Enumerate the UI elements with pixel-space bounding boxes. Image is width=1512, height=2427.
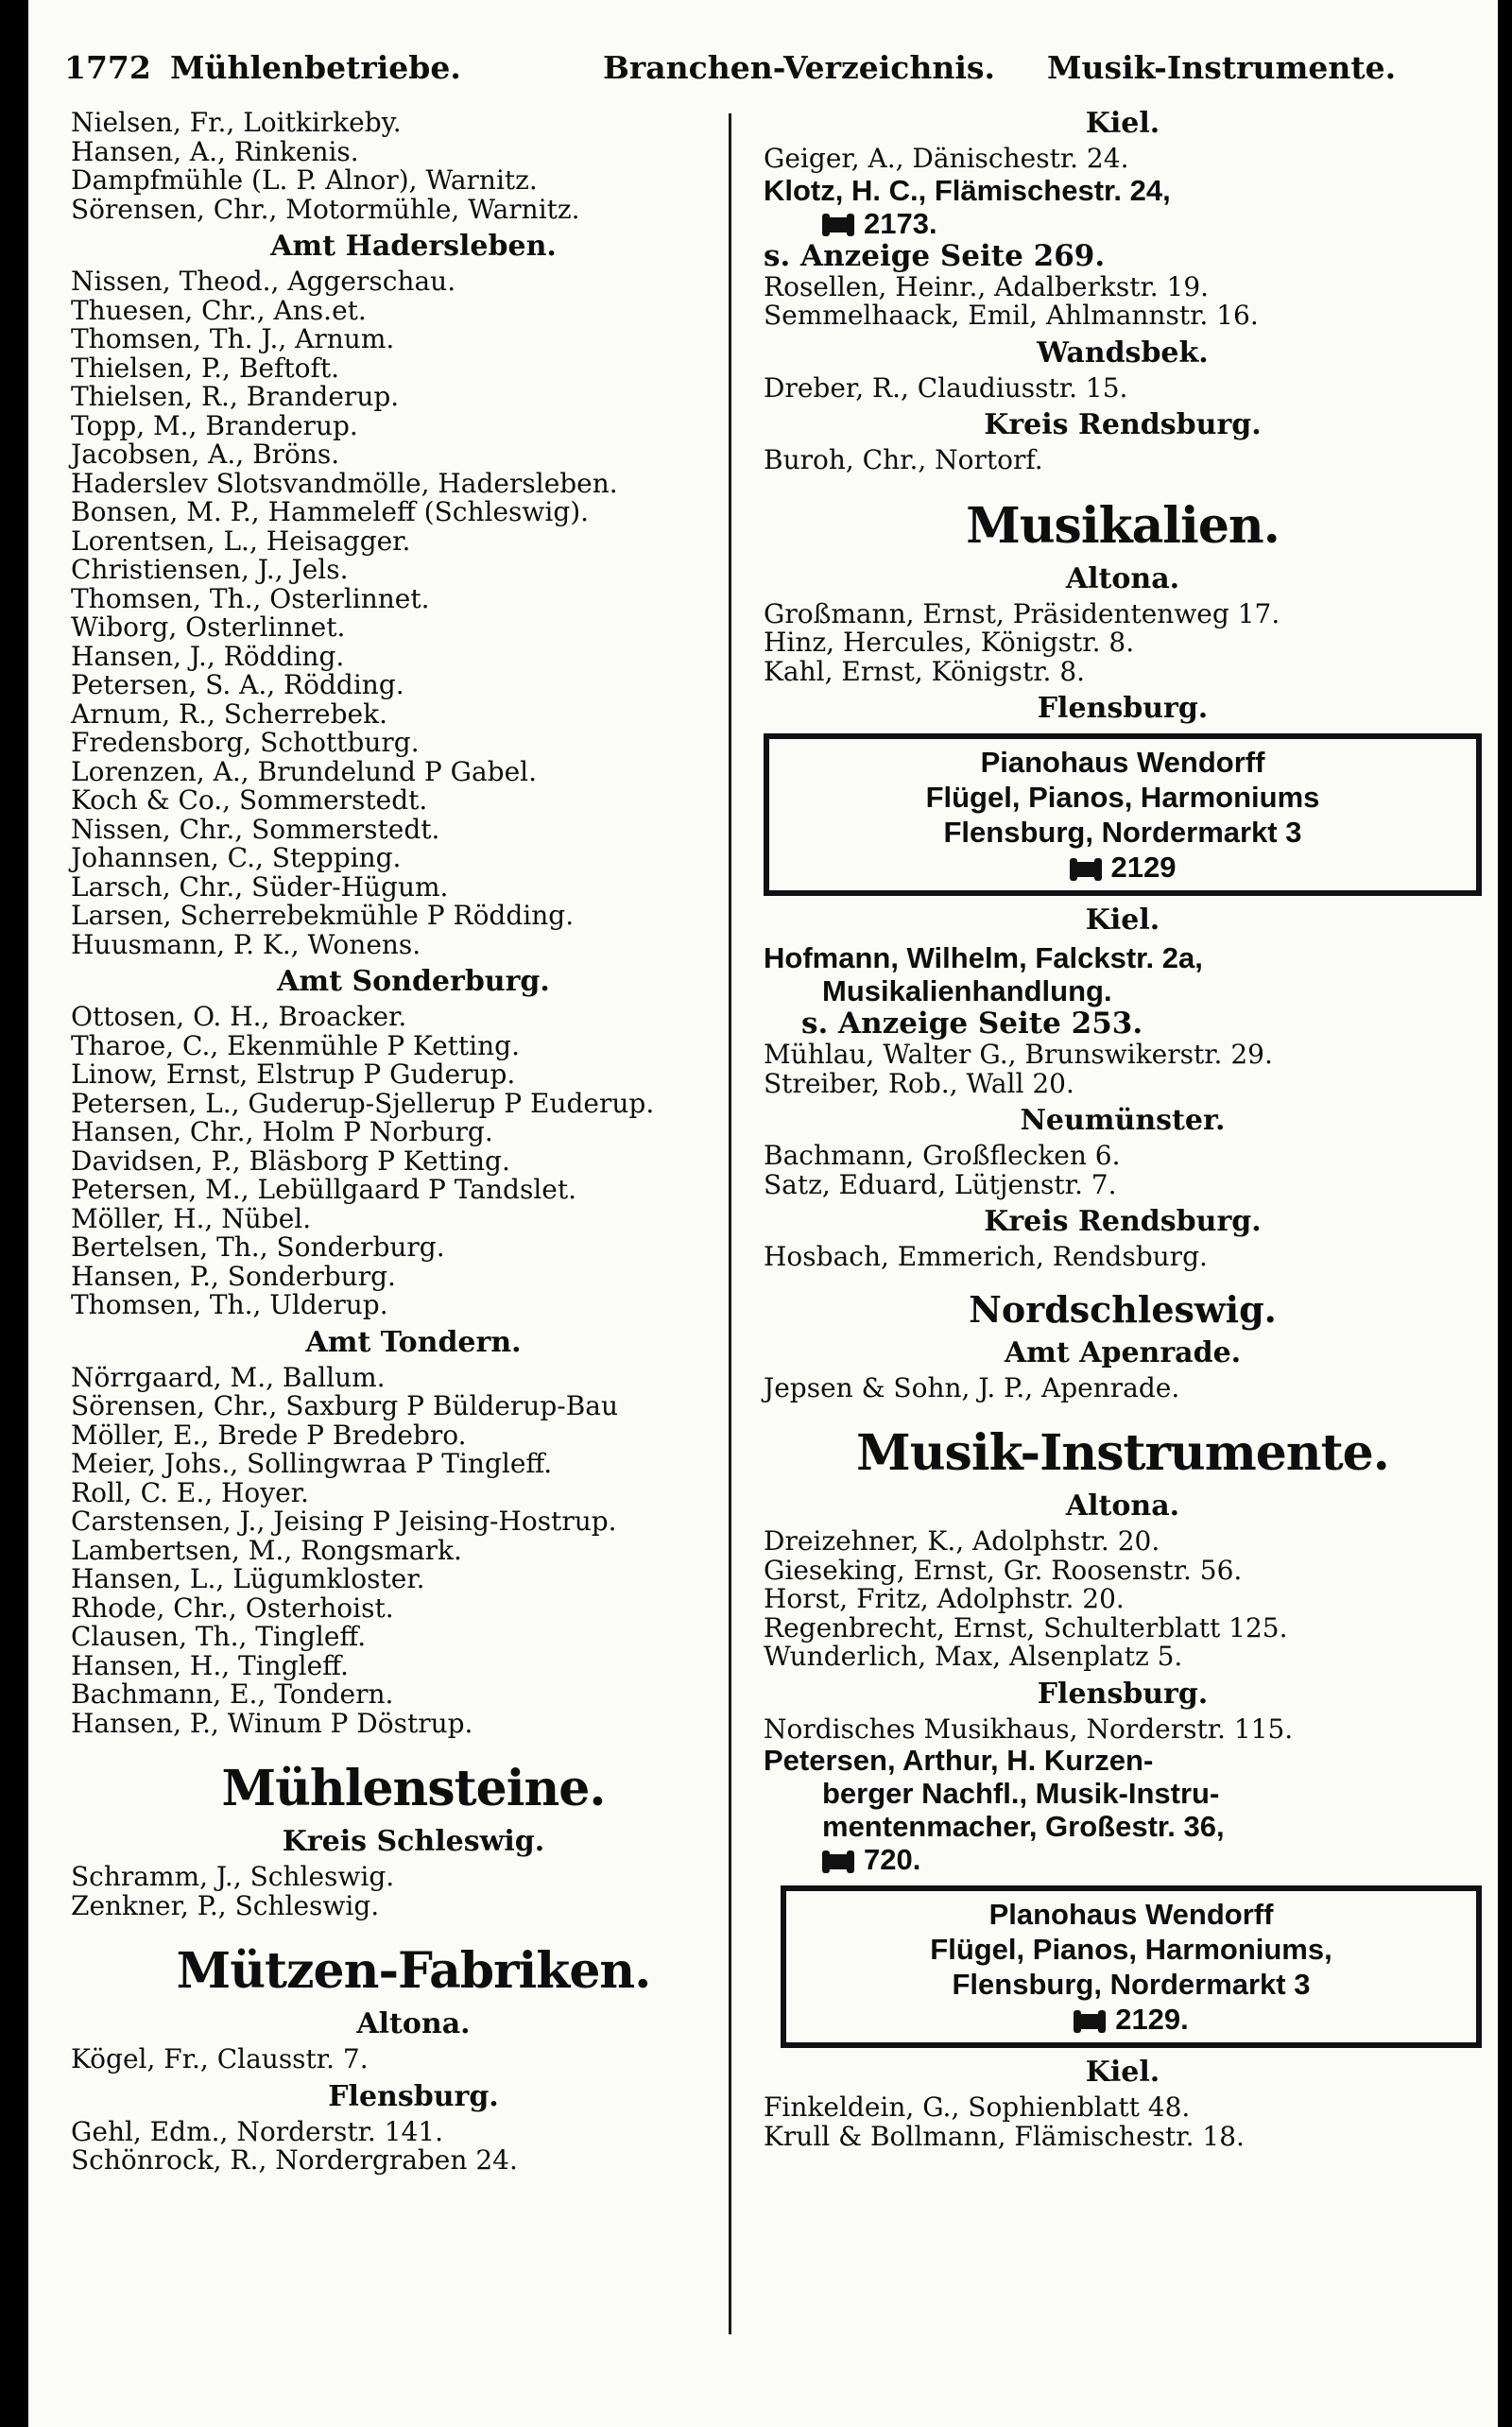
section-heading: Flensburg. bbox=[1037, 1677, 1209, 1711]
list-item: Dreizehner, K., Adolphstr. 20. bbox=[764, 1525, 1160, 1557]
section-heading: Kreis Rendsburg. bbox=[984, 1205, 1262, 1238]
list-item: Petersen, M., Lebüllgaard P Tandslet. bbox=[71, 1174, 576, 1205]
sonderburg-list bbox=[71, 1003, 756, 1320]
list-item: Roll, C. E., Hoyer. bbox=[71, 1476, 309, 1508]
list-item: Rhode, Chr., Osterhoist. bbox=[71, 1592, 394, 1624]
list-item: Hosbach, Emmerich, Rendsburg. bbox=[764, 1241, 1208, 1272]
section-heading: Amt Sonderburg. bbox=[277, 965, 550, 998]
featured-phone bbox=[764, 1843, 1482, 1876]
list-item: Kahl, Ernst, Königstr. 8. bbox=[764, 655, 1086, 687]
advert-reference: s. Anzeige Seite 253. bbox=[801, 1007, 1143, 1041]
section-heading: Kiel. bbox=[1085, 904, 1160, 937]
list-item: Linow, Ernst, Elstrup P Guderup. bbox=[71, 1059, 516, 1090]
list-item: Larsen, Scherrebekmühle P Rödding. bbox=[71, 900, 575, 931]
featured-entry: Hofmann, Wilhelm, Falckstr. 2a, bbox=[764, 941, 1203, 974]
list-item: Meier, Johs., Sollingwraa P Tingleff. bbox=[71, 1448, 553, 1479]
phone-number: 2129 bbox=[1110, 851, 1177, 884]
list-item: Larsch, Chr., Süder-Hügum. bbox=[71, 870, 449, 903]
section-heading: Amt Apenrade. bbox=[1004, 1335, 1242, 1369]
list-item: Dampfmühle (L. P. Alnor), Warnitz. bbox=[71, 164, 538, 196]
list-item: Semmelhaack, Emil, Ahlmannstr. 16. bbox=[764, 300, 1259, 331]
list-item: Petersen, L., Guderup-Sjellerup P Euderup. bbox=[71, 1087, 655, 1119]
section-heading: Kiel. bbox=[1085, 2056, 1160, 2089]
phone-number: 720. bbox=[864, 1843, 921, 1876]
list-item: Arnum, R., Scherrebek. bbox=[71, 697, 387, 730]
category-heading: Musik-Instrumente. bbox=[856, 1424, 1389, 1482]
list-item: Sörensen, Chr., Saxburg P Bülderup-Bau bbox=[71, 1390, 619, 1421]
list-item: Nissen, Chr., Sommerstedt. bbox=[71, 813, 440, 845]
left-column bbox=[71, 109, 756, 2176]
list-item: Ottosen, O. H., Broacker. bbox=[71, 1001, 407, 1032]
list-item: Thomsen, Th., Osterlinnet. bbox=[71, 582, 430, 614]
list-item: Hansen, Chr., Holm P Norburg. bbox=[71, 1116, 493, 1147]
list-item: Haderslev Slotsvandmölle, Hadersleben. bbox=[71, 467, 618, 499]
left-running-title: Mühlenbetriebe. bbox=[170, 49, 461, 86]
list-item: Thomsen, Th. J., Arnum. bbox=[71, 323, 395, 354]
advertisement-box bbox=[764, 733, 1482, 896]
directory-page bbox=[28, 0, 1498, 2427]
list-item: Thomsen, Th., Ulderup. bbox=[71, 1289, 388, 1320]
list-item: Hansen, H., Tingleff. bbox=[71, 1649, 349, 1681]
section-heading: Flensburg. bbox=[1037, 692, 1209, 725]
section-heading: Altona. bbox=[356, 2007, 471, 2040]
list-item: Jepsen & Sohn, J. P., Apenrade. bbox=[764, 1371, 1180, 1403]
section-heading: Wandsbek. bbox=[1037, 336, 1209, 370]
telephone-icon bbox=[822, 1854, 854, 1869]
list-item: Tharoe, C., Ekenmühle P Ketting. bbox=[71, 1029, 520, 1061]
list-item: Nissen, Theod., Aggerschau. bbox=[71, 266, 456, 297]
list-item: Nörrgaard, M., Ballum. bbox=[71, 1361, 386, 1393]
list-item: Johannsen, C., Stepping. bbox=[71, 842, 402, 873]
list-item: Sörensen, Chr., Motormühle, Warnitz. bbox=[71, 193, 580, 225]
list-item: Petersen, S. A., Rödding. bbox=[71, 669, 404, 700]
tondern-list bbox=[71, 1361, 756, 1739]
section-heading: Kreis Schleswig. bbox=[282, 1825, 545, 1858]
list-item: Zenkner, P., Schleswig. bbox=[71, 1889, 380, 1921]
list-item: Buroh, Chr., Nortorf. bbox=[764, 444, 1043, 475]
list-item: Finkeldein, G., Sophienblatt 48. bbox=[764, 2091, 1191, 2123]
list-item: Hansen, L., Lügumkloster. bbox=[71, 1563, 425, 1594]
page-header bbox=[64, 49, 1444, 96]
list-item: Rosellen, Heinr., Adalberkstr. 19. bbox=[764, 270, 1210, 302]
list-item: Huusmann, P. K., Wonens. bbox=[71, 928, 421, 960]
list-item: Thielsen, P., Beftoft. bbox=[71, 352, 339, 384]
list-item: Christiensen, J., Jels. bbox=[71, 554, 349, 585]
list-item: Großmann, Ernst, Präsidentenweg 17. bbox=[764, 597, 1280, 629]
list-item: Lambertsen, M., Rongsmark. bbox=[71, 1534, 462, 1566]
intro-list bbox=[71, 109, 756, 224]
list-item: Koch & Co., Sommerstedt. bbox=[71, 784, 428, 816]
category-heading: Musikalien. bbox=[966, 496, 1280, 555]
page-number: 1772 bbox=[64, 49, 151, 86]
list-item: Regenbrecht, Ernst, Schulterblatt 125. bbox=[764, 1611, 1288, 1644]
list-item: Nielsen, Fr., Loitkirkeby. bbox=[71, 107, 402, 138]
ad-address: Flensburg, Nordermarkt 3 bbox=[952, 1968, 1311, 2001]
list-item: Hansen, P., Sonderburg. bbox=[71, 1260, 396, 1292]
telephone-icon bbox=[822, 217, 854, 232]
list-item: Bachmann, E., Tondern. bbox=[71, 1678, 394, 1710]
featured-entry: Klotz, H. C., Flämischestr. 24, bbox=[764, 173, 1171, 207]
ad-address: Flensburg, Nordermarkt 3 bbox=[943, 816, 1302, 849]
list-item: Thuesen, Chr., Ans.et. bbox=[71, 294, 367, 326]
advert-reference: s. Anzeige Seite 269. bbox=[764, 238, 1106, 273]
list-item: Gieseking, Ernst, Gr. Roosenstr. 56. bbox=[764, 1554, 1243, 1586]
list-item: Wiborg, Osterlinnet. bbox=[71, 611, 346, 643]
section-heading: Kiel. bbox=[1085, 107, 1160, 140]
list-item: Wunderlich, Max, Alsenplatz 5. bbox=[764, 1641, 1183, 1672]
right-column bbox=[764, 109, 1482, 2151]
list-item: Lorenzen, A., Brundelund P Gabel. bbox=[71, 755, 538, 787]
list-item: Kögel, Fr., Clausstr. 7. bbox=[71, 2043, 369, 2074]
list-item: Nordisches Musikhaus, Norderstr. 115. bbox=[764, 1713, 1294, 1745]
list-item: Hansen, J., Rödding. bbox=[71, 640, 345, 672]
list-item: Bertelsen, Th., Sonderburg. bbox=[71, 1231, 445, 1263]
ad-products: Flügel, Pianos, Harmoniums bbox=[925, 781, 1320, 814]
list-item: Carstensen, J., Jeising P Jeising-Hostrup. bbox=[71, 1506, 617, 1537]
list-item: Jacobsen, A., Bröns. bbox=[71, 439, 340, 470]
phone-number: 2129. bbox=[1115, 2003, 1189, 2036]
ad-company-name: Planohaus Wendorff bbox=[988, 1898, 1274, 1931]
list-item: Mühlau, Walter G., Brunswikerstr. 29. bbox=[764, 1039, 1273, 1070]
region-heading: Nordschleswig. bbox=[969, 1287, 1277, 1331]
list-item: Lorentsen, L., Heisagger. bbox=[71, 525, 411, 557]
category-heading: Mühlensteine. bbox=[221, 1760, 606, 1817]
list-item: Schönrock, R., Nordergraben 24. bbox=[71, 2144, 518, 2176]
telephone-icon bbox=[1070, 862, 1102, 877]
advertisement-box bbox=[781, 1885, 1482, 2048]
list-item: Dreber, R., Claudiusstr. 15. bbox=[764, 371, 1128, 404]
list-item: Fredensborg, Schottburg. bbox=[71, 727, 420, 758]
list-item: Davidsen, P., Bläsborg P Ketting. bbox=[71, 1145, 510, 1177]
telephone-icon bbox=[1074, 2014, 1106, 2029]
list-item: Topp, M., Branderup. bbox=[71, 409, 358, 441]
muehlensteine-list bbox=[71, 1863, 756, 1920]
section-heading: Altona. bbox=[1065, 1489, 1180, 1523]
ad-products: Flügel, Pianos, Harmoniums, bbox=[930, 1933, 1332, 1966]
ad-phone bbox=[796, 2002, 1467, 2037]
list-item: Krull & Bollmann, Flämischestr. 18. bbox=[764, 2120, 1245, 2152]
list-item: Bonsen, M. P., Hammeleff (Schleswig). bbox=[71, 496, 590, 527]
list-item: Bachmann, Großflecken 6. bbox=[764, 1140, 1121, 1171]
list-item: Thielsen, R., Branderup. bbox=[71, 381, 400, 412]
section-heading: Kreis Rendsburg. bbox=[984, 408, 1262, 441]
list-item: Möller, H., Nübel. bbox=[71, 1202, 312, 1234]
list-item: Satz, Eduard, Lütjenstr. 7. bbox=[764, 1168, 1117, 1200]
hadersleben-list bbox=[71, 267, 756, 959]
section-heading: Neumünster. bbox=[1020, 1104, 1226, 1137]
section-heading: Flensburg. bbox=[328, 2079, 499, 2113]
section-heading: Amt Hadersleben. bbox=[270, 230, 557, 263]
phone-number: 2173. bbox=[864, 206, 937, 240]
right-running-title: Musik-Instrumente. bbox=[1047, 49, 1397, 86]
list-item: Horst, Fritz, Adolphstr. 20. bbox=[764, 1583, 1125, 1614]
list-item: Hansen, A., Rinkenis. bbox=[71, 135, 359, 167]
ad-phone bbox=[779, 850, 1467, 885]
list-item: Streiber, Rob., Wall 20. bbox=[764, 1067, 1074, 1099]
list-item: Geiger, A., Dänischestr. 24. bbox=[764, 143, 1129, 174]
section-heading: Amt Tondern. bbox=[305, 1325, 522, 1359]
featured-entry: Petersen, Arthur, H. Kurzen- bbox=[764, 1744, 1154, 1777]
list-item: Möller, E., Brede P Bredebro. bbox=[71, 1419, 467, 1451]
ad-company-name: Pianohaus Wendorff bbox=[980, 746, 1265, 779]
featured-entry-cont: mentenmacher, Großestr. 36, bbox=[822, 1810, 1225, 1843]
featured-phone bbox=[764, 207, 1482, 240]
center-running-title: Branchen-Verzeichnis. bbox=[603, 49, 995, 86]
section-heading: Altona. bbox=[1065, 561, 1180, 595]
list-item: Gehl, Edm., Norderstr. 141. bbox=[71, 2115, 444, 2147]
featured-entry-cont: berger Nachfl., Musik-Instru- bbox=[822, 1777, 1220, 1810]
list-item: Hansen, P., Winum P Döstrup. bbox=[71, 1707, 473, 1739]
category-heading: Mützen-Fabriken. bbox=[176, 1942, 651, 2000]
list-item: Schramm, J., Schleswig. bbox=[71, 1861, 395, 1892]
list-item: Clausen, Th., Tingleff. bbox=[71, 1621, 367, 1652]
list-item: Hinz, Hercules, Königstr. 8. bbox=[764, 627, 1135, 658]
featured-entry-cont: Musikalienhandlung. bbox=[822, 974, 1112, 1007]
